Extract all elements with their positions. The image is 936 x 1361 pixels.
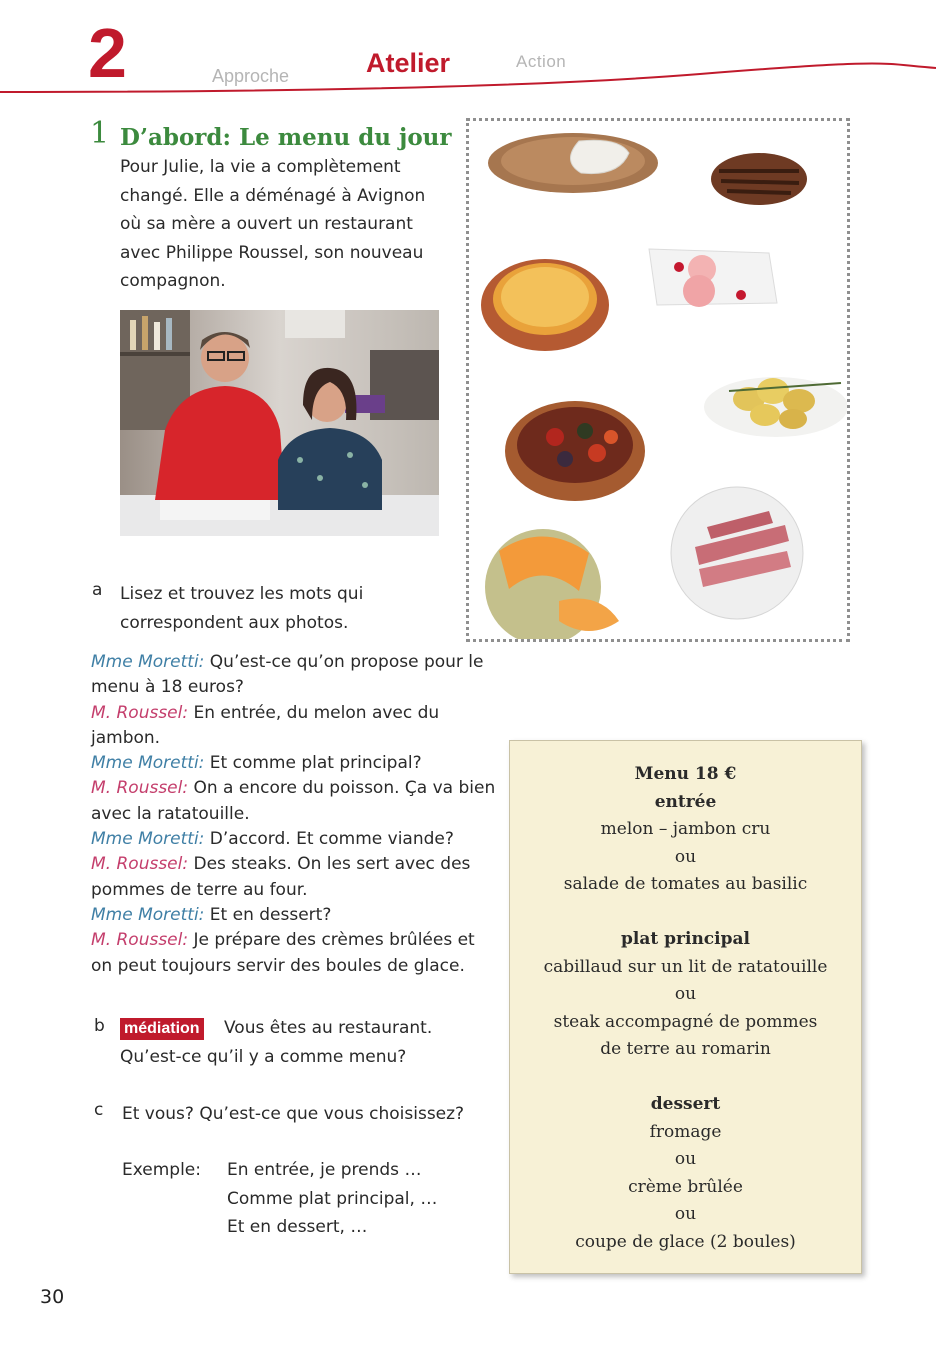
tab-action[interactable]: Action [516,52,567,71]
speaker-label: M. Roussel: [91,854,189,875]
restaurant-owners-photo [120,310,439,536]
cured-ham-image [671,487,803,619]
dialogue-line [91,928,501,979]
menu-line: cabillaud sur un lit de ratatouille [543,956,828,977]
dialogue-line [91,903,501,928]
menu-section-heading: plat principal [621,929,750,949]
item-a-letter: a [92,580,103,600]
menu-line: salade de tomates au basilic [563,874,808,894]
dialogue-text: En entrée, du melon avec du jambon. [91,702,440,748]
dialogue-line [91,827,501,852]
exercise-title: D’abord: Le menu du jour [120,124,452,151]
menu-line: melon – jambon cru [600,819,771,839]
speaker-label: M. Roussel: [91,930,189,951]
menu-section-heading: dessert [650,1094,721,1114]
dialogue-text: Je prépare des crèmes brûlées et on peut toujours servir des boules de glace. [91,930,475,976]
menu-line: coupe de glace (2 boules) [575,1231,796,1252]
dialogue-text: Et en dessert? [204,904,332,925]
tab-approche[interactable]: Approche [212,66,290,86]
dialogue-line [91,852,501,903]
dialogue [91,650,501,979]
example-line: Et en dessert, … [227,1217,368,1237]
item-b-text: Vous êtes au restaurant. Qu’est-ce qu’il y a comme menu? [120,1018,433,1067]
item-c-text: Et vous? Qu’est-ce que vous choisissez? [122,1104,465,1124]
item-b-letter: b [94,1016,105,1036]
melon-image [485,529,619,639]
dialogue-line [91,701,501,752]
menu-line: ou [674,1149,697,1169]
ratatouille-image [505,401,645,501]
menu-line: ou [674,846,697,867]
roasted-potatoes-image [704,377,847,437]
speaker-label: M. Roussel: [91,778,189,799]
speaker-label: M. Roussel: [91,702,189,723]
menu-line: ou [674,984,697,1004]
menu-line: crème brûlée [628,1176,743,1197]
unit-number: 2 [88,14,127,92]
example-lines [227,1156,437,1242]
menu-line: fromage [649,1121,722,1142]
speaker-label: Mme Moretti: [91,753,205,774]
creme-brulee-image [481,259,609,351]
menu-title: Menu 18 € [634,764,737,784]
dialogue-line [91,776,501,827]
example-line: En entrée, je prends … [227,1160,422,1180]
menu-card [509,740,862,1274]
item-c-letter: c [94,1100,104,1120]
exercise-number: 1 [90,116,110,151]
mediation-badge: médiation [120,1018,204,1040]
speaker-label: Mme Moretti: [91,652,205,672]
dialogue-line [91,650,501,701]
dialogue-text: Qu’est-ce qu’on propose pour le menu à 18 euros? [91,652,484,698]
ice-cream-scoops-image [649,249,777,307]
speaker-label: Mme Moretti: [91,904,205,925]
header-divider-line [0,60,936,100]
dialogue-text: Des steaks. On les sert avec des pommes de terre au four. [91,854,471,900]
menu-section-heading: entrée [654,791,717,812]
example-label: Exemple: [122,1160,201,1180]
dialogue-text: Et comme plat principal? [204,753,422,774]
dialogue-line [91,751,501,776]
dialogue-text: On a encore du poisson. Ça va bien avec la ratatouille. [91,778,496,824]
menu-line: de terre au romarin [600,1039,771,1059]
fish-fillet-image [488,133,658,193]
food-photos-box [466,118,850,642]
page-number: 30 [40,1286,65,1308]
speaker-label: Mme Moretti: [91,829,205,850]
steak-image [711,153,807,205]
menu-line: ou [674,1204,697,1224]
item-a-text: Lisez et trouvez les mots qui correspondent aux photos. [120,584,364,633]
example-line: Comme plat principal, … [227,1188,438,1209]
dialogue-text: D’accord. Et comme viande? [204,829,454,850]
intro-text: Pour Julie, la vie a complètement changé. Elle a déménagé à Avignon où sa mère a ouvert un restaurant avec Philippe Roussel, son nouveau compagnon. [120,157,426,291]
tab-atelier[interactable]: Atelier [366,48,451,78]
menu-line: steak accompagné de pommes [553,1011,818,1032]
